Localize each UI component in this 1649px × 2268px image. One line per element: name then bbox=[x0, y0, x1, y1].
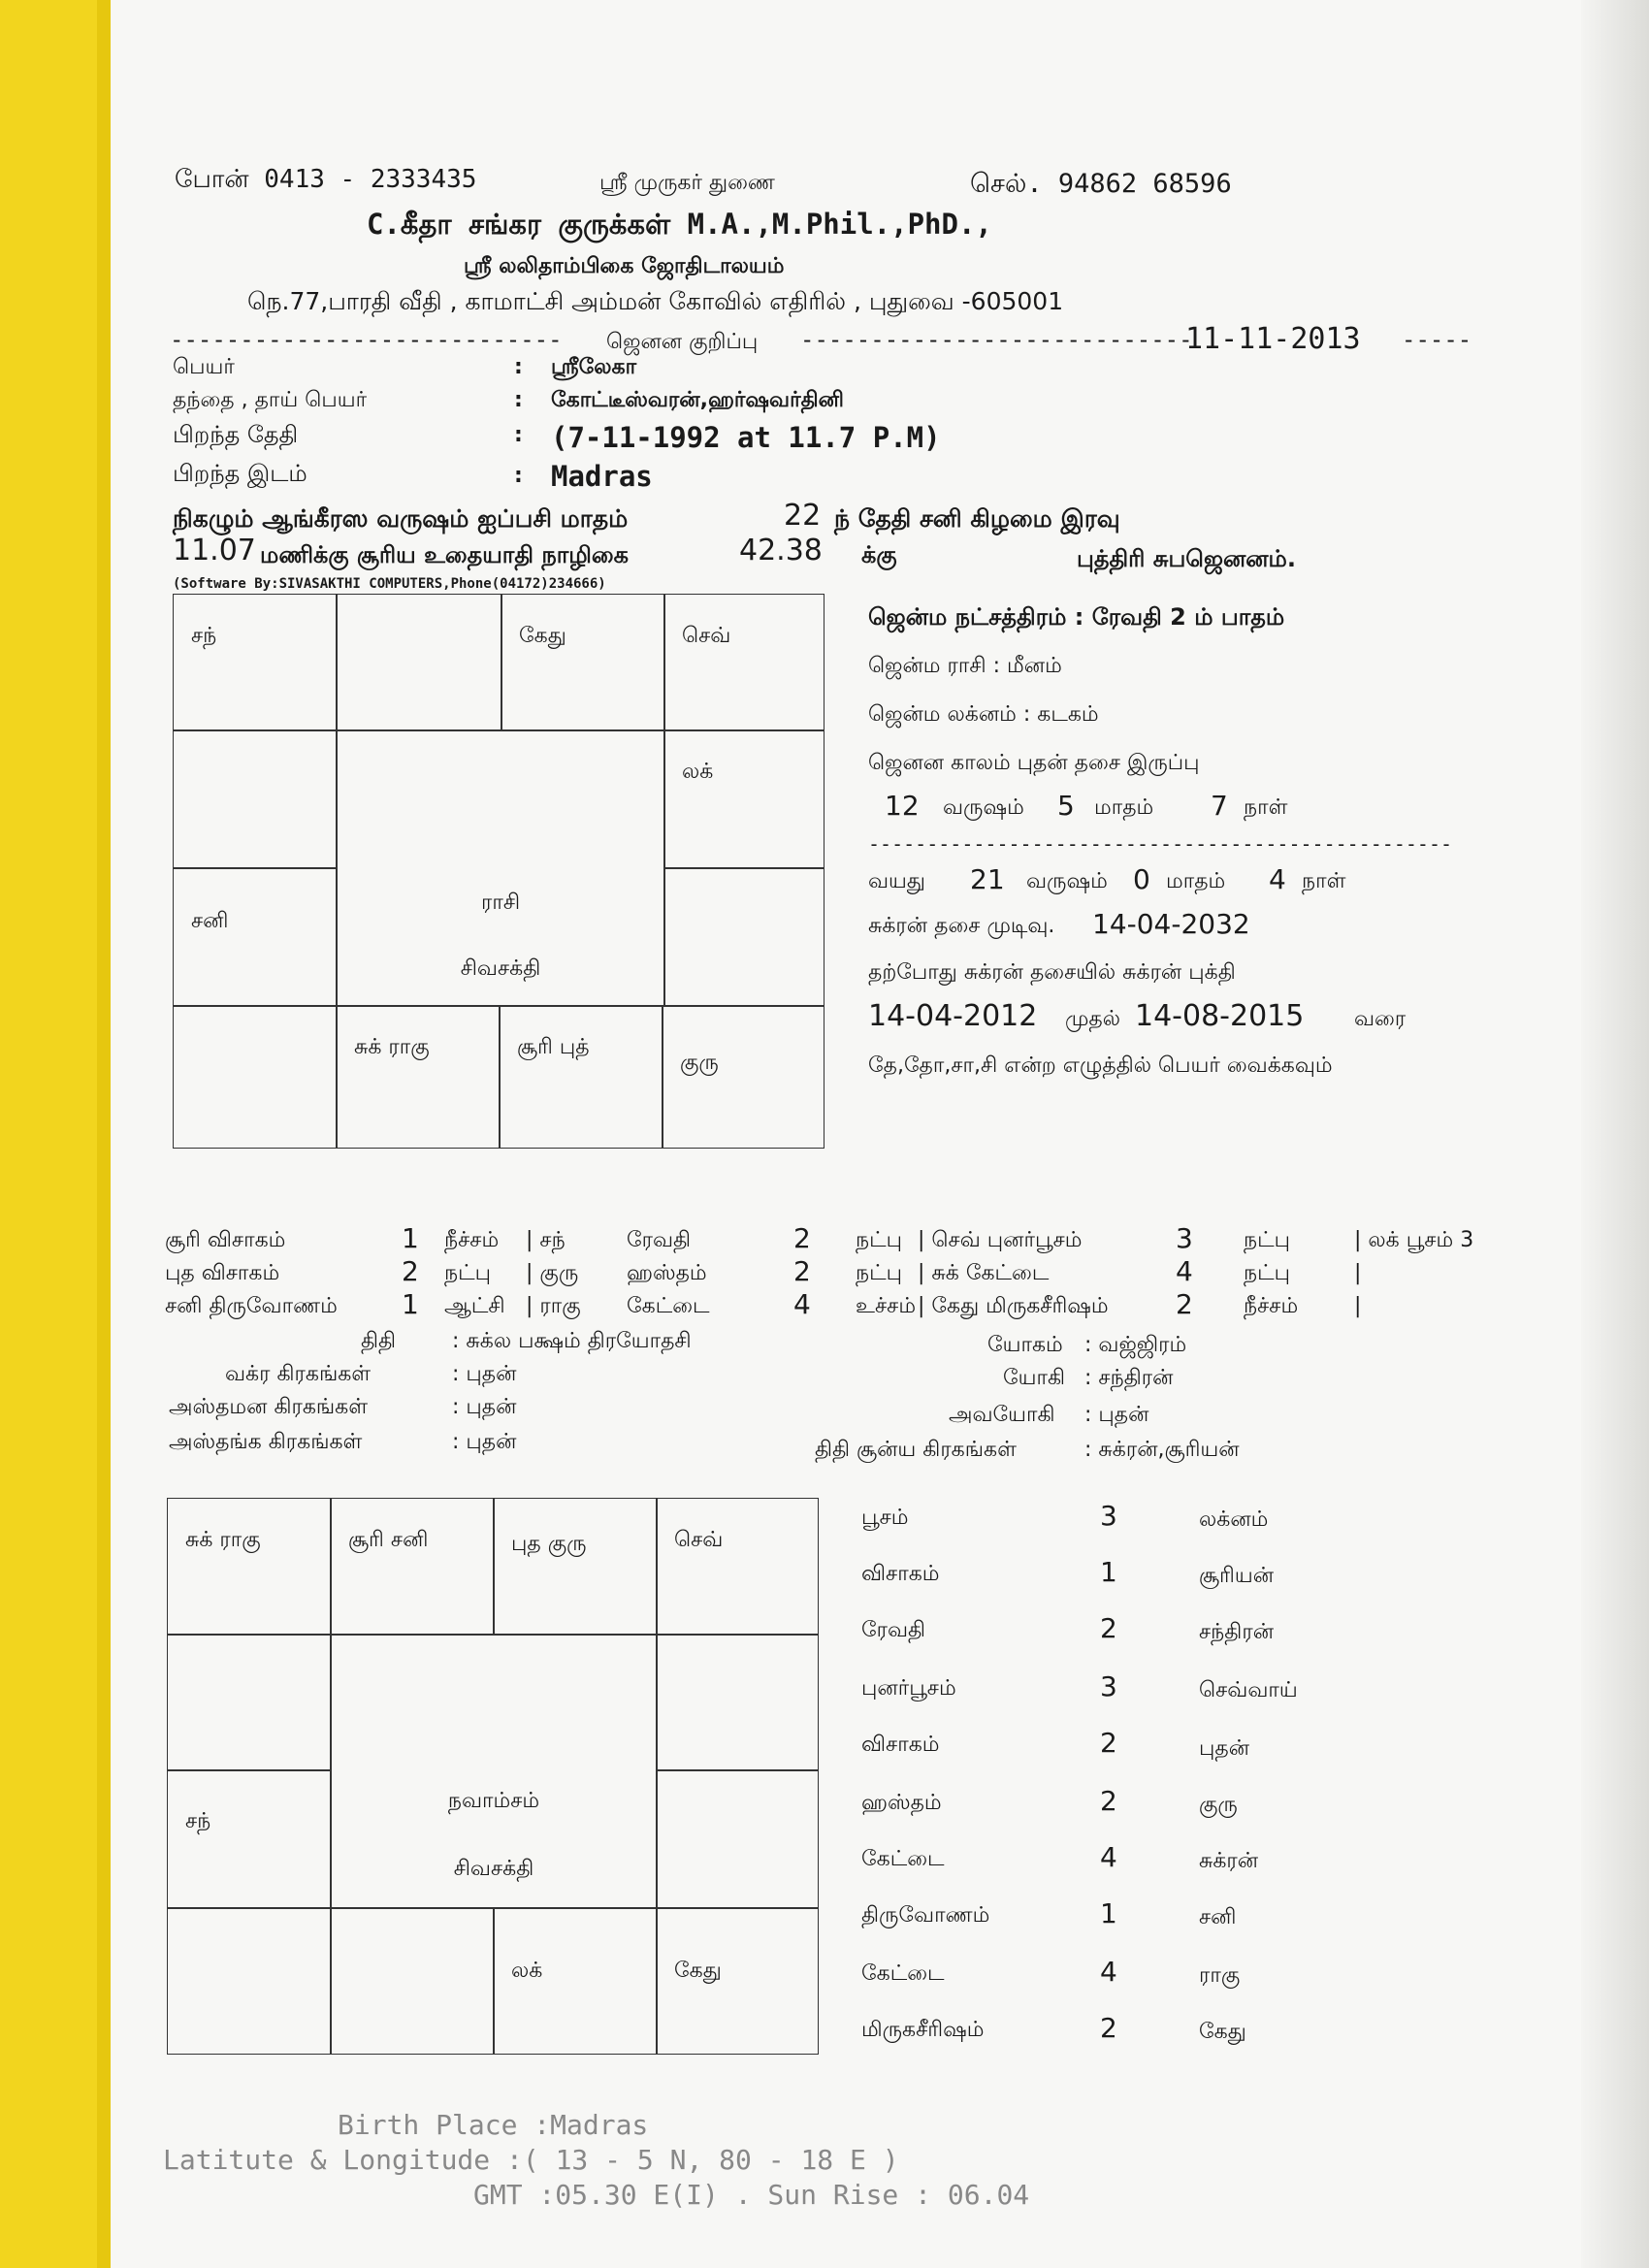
planet-cell: சூரி விசாகம் bbox=[165, 1228, 286, 1252]
to-label: வரை bbox=[1354, 1007, 1406, 1031]
nak-planet: புதன் bbox=[1199, 1736, 1250, 1761]
yellow-folder-fold bbox=[97, 0, 111, 2268]
planet-cell: | bbox=[1354, 1261, 1362, 1285]
planet-cell: ஆட்சி bbox=[444, 1294, 505, 1318]
detail-sep: : bbox=[514, 464, 523, 488]
misc-value: : புதன் bbox=[1084, 1403, 1149, 1427]
navamsa-cell-text: சந் bbox=[185, 1809, 211, 1833]
sukran-end-date: 14-04-2032 bbox=[1092, 908, 1250, 940]
nak-pada: 2 bbox=[1100, 1612, 1117, 1644]
detail-label: பெயர் bbox=[173, 355, 235, 379]
misc-label: அஸ்தங்க கிரகங்கள் bbox=[169, 1430, 363, 1454]
nak-star: ரேவதி bbox=[861, 1618, 926, 1642]
rasi-cell bbox=[336, 594, 502, 731]
planet-cell: 2 bbox=[1176, 1288, 1193, 1320]
navamsa-cell-text: சுக் ராகு bbox=[185, 1528, 261, 1552]
planet-cell: 1 bbox=[402, 1222, 419, 1254]
planet-cell: 2 bbox=[793, 1222, 811, 1254]
birth-lagnam: ஜென்ம லக்னம் : கடகம் bbox=[868, 702, 1099, 727]
age-days-label: நாள் bbox=[1302, 869, 1346, 893]
planet-cell: சனி திருவோணம் bbox=[165, 1294, 338, 1318]
nak-pada: 3 bbox=[1100, 1500, 1117, 1532]
rasi-cell bbox=[499, 1005, 663, 1149]
rasi-cell bbox=[173, 729, 338, 869]
rasi-cell-text: லக் bbox=[682, 760, 714, 784]
navamsa-cell bbox=[656, 1907, 819, 2055]
rasi-cell bbox=[173, 1005, 338, 1149]
detail-sep: : bbox=[514, 423, 523, 447]
planet-cell: நட்பு bbox=[1244, 1261, 1290, 1285]
nak-planet: சுக்ரன் bbox=[1199, 1849, 1259, 1873]
rasi-cell-text: செவ் bbox=[682, 624, 731, 648]
detail-label: தந்தை , தாய் பெயர் bbox=[173, 388, 368, 412]
current-to: 14-08-2015 bbox=[1135, 999, 1305, 1033]
planet-cell: 3 bbox=[1176, 1222, 1193, 1254]
footer-latlong: Latitute & Longitude :( 13 - 5 N, 80 - 18 E ) bbox=[163, 2144, 899, 2176]
rasi-cell-text: குரு bbox=[680, 1051, 719, 1075]
misc-label: அஸ்தமன கிரகங்கள் bbox=[169, 1395, 369, 1419]
planet-cell: ரேவதி bbox=[627, 1228, 692, 1252]
misc-value: : சுக்ரன்,சூரியன் bbox=[1084, 1438, 1240, 1462]
age-years: 21 bbox=[970, 863, 1005, 895]
rasi-cell bbox=[173, 867, 338, 1007]
detail-sep: : bbox=[514, 388, 523, 412]
nak-pada: 4 bbox=[1100, 1841, 1117, 1873]
nak-star: விசாகம் bbox=[861, 1733, 940, 1757]
detail-label: பிறந்த தேதி bbox=[173, 421, 299, 448]
rasi-cell-text: சுக் ராகு bbox=[354, 1035, 430, 1059]
planet-cell: நீச்சம் bbox=[1244, 1294, 1299, 1318]
planet-cell: நட்பு bbox=[444, 1261, 491, 1285]
dasa-years: 12 bbox=[885, 790, 920, 822]
planet-cell: | லக் பூசம் 3 bbox=[1354, 1228, 1474, 1252]
rasi-cell bbox=[663, 594, 824, 731]
nak-planet: சனி bbox=[1199, 1905, 1237, 1929]
nak-star: ஹஸ்தம் bbox=[861, 1791, 942, 1815]
nak-star: பூசம் bbox=[861, 1506, 909, 1530]
astrologer-name: C.கீதா சங்கர குருக்கள் M.A.,M.Phil.,PhD., bbox=[367, 208, 992, 241]
rasi-cell bbox=[663, 729, 824, 869]
planet-cell: 1 bbox=[402, 1288, 419, 1320]
detail-value-parents: கோட்டீஸ்வரன்,ஹர்ஷவர்தினி bbox=[551, 388, 844, 412]
rasi-cell-text: கேது bbox=[519, 624, 566, 648]
current-from: 14-04-2012 bbox=[868, 999, 1038, 1033]
age-months-label: மாதம் bbox=[1166, 869, 1226, 893]
age-years-label: வருஷம் bbox=[1026, 869, 1108, 893]
dasa-years-label: வருஷம் bbox=[943, 795, 1024, 820]
planet-cell: | செவ் புனர்பூசம் bbox=[918, 1228, 1083, 1252]
summary-line2d: க்கு bbox=[861, 541, 897, 568]
nak-planet: செவ்வாய் bbox=[1199, 1678, 1298, 1702]
misc-value: : வஜ்ஜிரம் bbox=[1084, 1333, 1187, 1357]
summary-time: 11.07 bbox=[173, 534, 256, 567]
navamsa-cell-text: லக் bbox=[511, 1959, 543, 1983]
navamsa-subtitle: சிவசக்தி bbox=[453, 1857, 534, 1881]
age-label: வயது bbox=[868, 869, 925, 893]
dasa-days-label: நாள் bbox=[1244, 795, 1288, 820]
nak-star: விசாகம் bbox=[861, 1562, 940, 1586]
planet-cell: உச்சம் bbox=[856, 1294, 917, 1318]
rasi-cell-text: சூரி புத் bbox=[517, 1035, 590, 1059]
rasi-cell-text: சனி bbox=[191, 909, 229, 933]
rasi-cell bbox=[501, 594, 665, 731]
misc-value: : புதன் bbox=[452, 1362, 517, 1386]
navamsa-cell bbox=[656, 1769, 819, 1909]
nak-star: திருவோணம் bbox=[861, 1903, 990, 1928]
rasi-subtitle: சிவசக்தி bbox=[460, 956, 541, 981]
planet-cell: | கேது மிருகசீரிஷம் bbox=[918, 1294, 1109, 1318]
navamsa-cell bbox=[493, 1907, 658, 2055]
misc-value: : புதன் bbox=[452, 1430, 517, 1454]
navamsa-cell bbox=[330, 1907, 495, 2055]
nak-pada: 2 bbox=[1100, 1785, 1117, 1817]
detail-sep: : bbox=[514, 355, 523, 379]
detail-value-name: ஸ்ரீலேகா bbox=[551, 355, 637, 379]
software-credit: (Software By:SIVASAKTHI COMPUTERS,Phone(04172)234666) bbox=[173, 576, 606, 592]
planet-cell: 4 bbox=[793, 1288, 811, 1320]
planet-cell: | சுக் கேட்டை bbox=[918, 1261, 1050, 1285]
summary-line1c: ந் தேதி சனி கிழமை இரவு bbox=[834, 504, 1120, 533]
summary-line1a: நிகழும் ஆங்கீரஸ வருஷம் ஐப்பசி மாதம் bbox=[173, 504, 629, 533]
center-name: ஸ்ரீ லலிதாம்பிகை ஜோதிடாலயம் bbox=[464, 254, 785, 278]
planet-cell: நீச்சம் bbox=[444, 1228, 500, 1252]
misc-label: திதி bbox=[361, 1329, 397, 1353]
navamsa-cell bbox=[167, 1907, 332, 2055]
dasa-months: 5 bbox=[1057, 790, 1075, 822]
nak-star: கேட்டை bbox=[861, 1847, 945, 1871]
nak-pada: 4 bbox=[1100, 1956, 1117, 1988]
section-title: ஜெனன குறிப்பு bbox=[606, 330, 759, 354]
navamsa-cell-text: புத குரு bbox=[511, 1532, 587, 1556]
birth-dasa: ஜெனன காலம் புதன் தசை இருப்பு bbox=[868, 751, 1200, 775]
planet-cell: 2 bbox=[793, 1255, 811, 1287]
planet-cell: நட்பு bbox=[856, 1228, 902, 1252]
misc-label: அவயோகி bbox=[949, 1403, 1055, 1427]
navamsa-cell bbox=[330, 1498, 495, 1636]
misc-label: திதி சூன்ய கிரகங்கள் bbox=[815, 1438, 1017, 1462]
nak-planet: குரு bbox=[1199, 1793, 1238, 1817]
nak-pada: 1 bbox=[1100, 1897, 1117, 1929]
address: நெ.77,பாரதி வீதி , காமாட்சி அம்மன் கோவில் எதிரில் , புதுவை -605001 bbox=[247, 287, 1064, 315]
planet-cell: | ராகு bbox=[526, 1294, 581, 1318]
phone-number: போன் 0413 - 2333435 bbox=[175, 165, 477, 194]
dasa-days: 7 bbox=[1211, 790, 1228, 822]
rasi-title: ராசி bbox=[480, 891, 521, 915]
rasi-cell bbox=[662, 1005, 824, 1149]
nak-pada: 3 bbox=[1100, 1670, 1117, 1702]
misc-value: : சுக்ல பக்ஷம் திரயோதசி bbox=[452, 1329, 692, 1353]
section-dash-left: ---------------------------- bbox=[170, 326, 563, 353]
nak-planet: ராகு bbox=[1199, 1963, 1241, 1988]
planet-cell: 2 bbox=[402, 1255, 419, 1287]
misc-value: : புதன் bbox=[452, 1395, 517, 1419]
navamsa-cell bbox=[167, 1498, 332, 1636]
nak-planet: கேது bbox=[1199, 2020, 1246, 2044]
nak-star: புனர்பூசம் bbox=[861, 1676, 956, 1701]
age-months: 0 bbox=[1133, 863, 1150, 895]
navamsa-cell bbox=[167, 1634, 332, 1771]
planet-cell: புத விசாகம் bbox=[165, 1261, 280, 1285]
section-dash-mid: ---------------------------- bbox=[800, 326, 1193, 353]
navamsa-cell bbox=[493, 1498, 658, 1636]
nak-pada: 2 bbox=[1100, 1727, 1117, 1759]
mobile-number: செல். 94862 68596 bbox=[970, 169, 1232, 199]
birth-divider: -------------------------------------------------- bbox=[868, 832, 1453, 856]
footer-gmt: GMT :05.30 E(I) . Sun Rise : 06.04 bbox=[473, 2179, 1030, 2211]
planet-cell: | bbox=[1354, 1294, 1362, 1318]
age-days: 4 bbox=[1269, 863, 1286, 895]
planet-cell: | சந் bbox=[526, 1228, 566, 1252]
nak-planet: லக்னம் bbox=[1199, 1507, 1269, 1532]
misc-label: வக்ர கிரகங்கள் bbox=[225, 1362, 372, 1386]
yellow-folder-edge bbox=[0, 0, 107, 2268]
planet-cell: 4 bbox=[1176, 1255, 1193, 1287]
summary-line2b: மணிக்கு சூரிய உதையாதி நாழிகை bbox=[260, 541, 629, 568]
planet-cell: நட்பு bbox=[1244, 1228, 1290, 1252]
summary-nazhigai: 42.38 bbox=[739, 534, 823, 567]
current-bhukti: தற்போது சுக்ரன் தசையில் சுக்ரன் புக்தி bbox=[868, 960, 1236, 985]
navamsa-cell bbox=[656, 1498, 819, 1636]
nak-planet: சூரியன் bbox=[1199, 1564, 1275, 1588]
navamsa-cell-text: சூரி சனி bbox=[348, 1528, 429, 1552]
summary-day: 22 bbox=[784, 499, 822, 533]
nak-pada: 1 bbox=[1100, 1556, 1117, 1588]
rasi-cell-text: சந் bbox=[191, 624, 217, 648]
rasi-cell bbox=[173, 594, 338, 731]
misc-label: யோகம் bbox=[987, 1333, 1063, 1357]
planet-cell: நட்பு bbox=[856, 1261, 902, 1285]
navamsa-cell bbox=[167, 1769, 332, 1909]
nak-star: மிருகசீரிஷம் bbox=[861, 2018, 985, 2042]
naming-letters: தே,தோ,சா,சி என்ற எழுத்தில் பெயர் வைக்கவும் bbox=[868, 1053, 1333, 1078]
page-shadow bbox=[1581, 0, 1649, 2268]
misc-value: : சந்திரன் bbox=[1084, 1366, 1174, 1390]
planet-cell: ஹஸ்தம் bbox=[627, 1261, 707, 1285]
section-dash-right: ----- bbox=[1402, 326, 1472, 353]
detail-label: பிறந்த இடம் bbox=[173, 460, 307, 487]
birth-nakshatra: ஜென்ம நட்சத்திரம் : ரேவதி 2 ம் பாதம் bbox=[868, 603, 1285, 631]
nak-star: கேட்டை bbox=[861, 1961, 945, 1986]
footer-birth-place: Birth Place :Madras bbox=[338, 2109, 649, 2141]
detail-value-place: Madras bbox=[551, 460, 653, 493]
navamsa-cell-text: கேது bbox=[674, 1959, 722, 1983]
summary-line2e: புத்திரி சுபஜெனனம். bbox=[1077, 545, 1296, 572]
rasi-cell bbox=[336, 1005, 501, 1149]
dasa-months-label: மாதம் bbox=[1094, 795, 1154, 820]
planet-cell: | குரு bbox=[526, 1261, 579, 1285]
navamsa-title: நவாம்சம் bbox=[447, 1789, 540, 1813]
sukran-end-label: சுக்ரன் தசை முடிவு. bbox=[868, 914, 1055, 938]
from-label: முதல் bbox=[1065, 1007, 1121, 1031]
section-date: 11-11-2013 bbox=[1185, 322, 1361, 356]
planet-cell: கேட்டை bbox=[627, 1294, 710, 1318]
birth-rasi: ஜென்ம ராசி : மீனம் bbox=[868, 654, 1062, 678]
nak-planet: சந்திரன் bbox=[1199, 1620, 1275, 1644]
detail-value-dob: (7-11-1992 at 11.7 P.M) bbox=[551, 421, 941, 454]
navamsa-cell bbox=[656, 1634, 819, 1771]
rasi-cell bbox=[663, 867, 824, 1007]
nak-pada: 2 bbox=[1100, 2012, 1117, 2044]
misc-label: யோகி bbox=[1003, 1366, 1066, 1390]
blessing: ஸ்ரீ முருகர் துணை bbox=[599, 171, 775, 195]
navamsa-cell-text: செவ் bbox=[674, 1528, 724, 1552]
